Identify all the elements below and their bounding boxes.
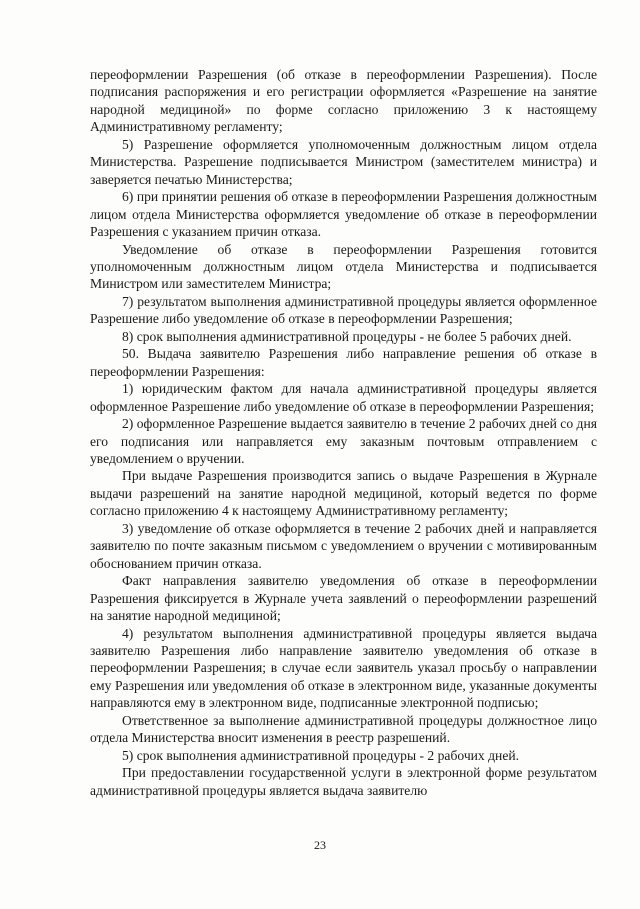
paragraph: Ответственное за выполнение административной процедуры должностное лицо отдела Министерства вносит изменения в реестр разрешений. [90, 712, 597, 746]
document-body [90, 66, 597, 799]
paragraph: При предоставлении государственной услуги в электронной форме результатом административной процедуры является выдача заявителю [90, 765, 597, 798]
paragraph: Уведомление об отказе в переоформлении Разрешения готовится уполномоченным должностным лицом отдела Министерства и подписывается Министром или заместителем Министра; [90, 241, 597, 292]
page-number: 23 [314, 838, 326, 852]
paragraph: 1) юридическим фактом для начала административной процедуры является оформленное Разрешение либо уведомление об отказе в переоформлении Разрешения; [90, 381, 597, 414]
paragraph: 3) уведомление об отказе оформляется в течение 2 рабочих дней и направляется заявителю по почте заказным письмом с уведомлением о вручении с мотивированным обоснованием причин отказа. [90, 520, 597, 571]
paragraph: 7) результатом выполнения административной процедуры является оформленное Разрешение либо уведомление об отказе в переоформлении Разрешения; [90, 293, 597, 327]
paragraph: 5) Разрешение оформляется уполномоченным должностным лицом отдела Министерства. Разрешение подписывается Министром (заместителем министра) и заверяется печатью Министерства; [90, 136, 597, 187]
paragraph: 50. Выдача заявителю Разрешения либо направление решения об отказе в переоформлении Разрешения: [90, 346, 597, 379]
paragraph: 8) срок выполнения административной процедуры - не более 5 рабочих дней. [122, 328, 572, 344]
paragraph: 5) срок выполнения административной процедуры - 2 рабочих дней. [122, 747, 520, 763]
paragraph: При выдаче Разрешения производится запись о выдаче Разрешения в Журнале выдачи разрешений на занятие народной медициной, который ведется по форме согласно приложению 4 к настоящему Административному регламенту; [90, 468, 597, 519]
paragraph: 6) при принятии решения об отказе в переоформлении Разрешения должностным лицом отдела Министерства оформляется уведомление об отказе в переоформлении Разрешения с указанием причин отказа. [90, 189, 597, 240]
paragraph: 4) результатом выполнения административной процедуры является выдача заявителю Разрешения либо направление заявителю уведомления об отказе в переоформлении Разрешения; в случае если заявитель указал просьбу о направлении ему Разрешения или уведомления об отказе в электронном виде, указанные документы направляются ему в электронном виде, подписанные электронной подписью; [90, 625, 597, 711]
paragraph: Факт направления заявителю уведомления об отказе в переоформлении Разрешения фиксируется в Журнале учета заявлений о переоформлении разрешений на занятие народной медициной; [90, 573, 597, 624]
paragraph: 2) оформленное Разрешение выдается заявителю в течение 2 рабочих дней со дня его подписания или направляется ему заказным почтовым отправлением с уведомлением о вручении. [90, 416, 597, 466]
paragraph: переоформлении Разрешения (об отказе в переоформлении Разрешения). После подписания распоряжения и его регистрации оформляется «Разрешение на занятие народной медициной» по форме согласно приложению 3 к настоящему Административному регламенту; [90, 67, 597, 135]
